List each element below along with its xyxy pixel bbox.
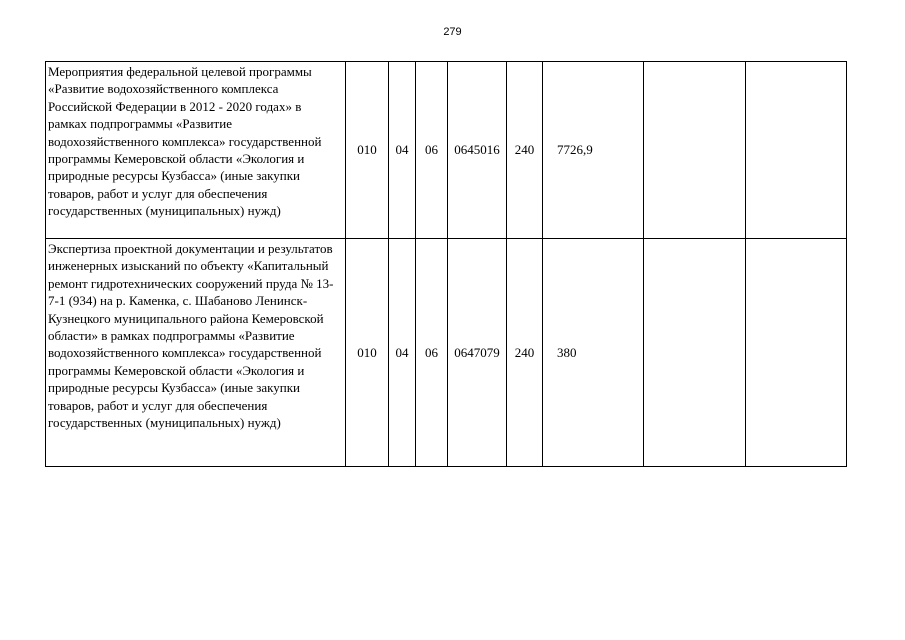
table-row	[46, 239, 847, 467]
target-item-code: 0647079	[448, 239, 507, 467]
expense-type-code: 240	[507, 239, 543, 467]
page-number: 279	[443, 26, 462, 38]
budget-table	[45, 61, 847, 467]
row-description: Мероприятия федеральной целевой программы «Развитие водохозяйственного комплекса Российской Федерации в 2012 - 2020 годах» в рамках подпрограммы «Развитие водохозяйственного комплекса» государственной программы Кемеровской области «Экология и природные ресурсы Кузбасса» (иные закупки товаров, работ и услуг для обеспечения государственных (муниципальных) нужд)	[46, 62, 346, 239]
empty-cell	[644, 62, 746, 239]
amount-cell: 380	[543, 239, 644, 467]
target-item-code: 0645016	[448, 62, 507, 239]
ministry-code: 010	[346, 239, 389, 467]
subsection-code: 06	[416, 239, 448, 467]
section-code: 04	[389, 239, 416, 467]
table-row	[46, 62, 847, 239]
subsection-code: 06	[416, 62, 448, 239]
empty-cell	[746, 62, 847, 239]
section-code: 04	[389, 62, 416, 239]
empty-cell	[644, 239, 746, 467]
expense-type-code: 240	[507, 62, 543, 239]
empty-cell	[746, 239, 847, 467]
row-description: Экспертиза проектной документации и результатов инженерных изысканий по объекту «Капитальный ремонт гидротехнических сооружений пруда № 13-7-1 (934) на р. Каменка, с. Шабаново Ленинск-Кузнецкого муниципального района Кемеровской области» в рамках подпрограммы «Развитие водохозяйственного комплекса» государственной программы Кемеровской области «Экология и природные ресурсы Кузбасса» (иные закупки товаров, работ и услуг для обеспечения государственных (муниципальных) нужд)	[46, 239, 346, 467]
amount-cell: 7726,9	[543, 62, 644, 239]
ministry-code: 010	[346, 62, 389, 239]
